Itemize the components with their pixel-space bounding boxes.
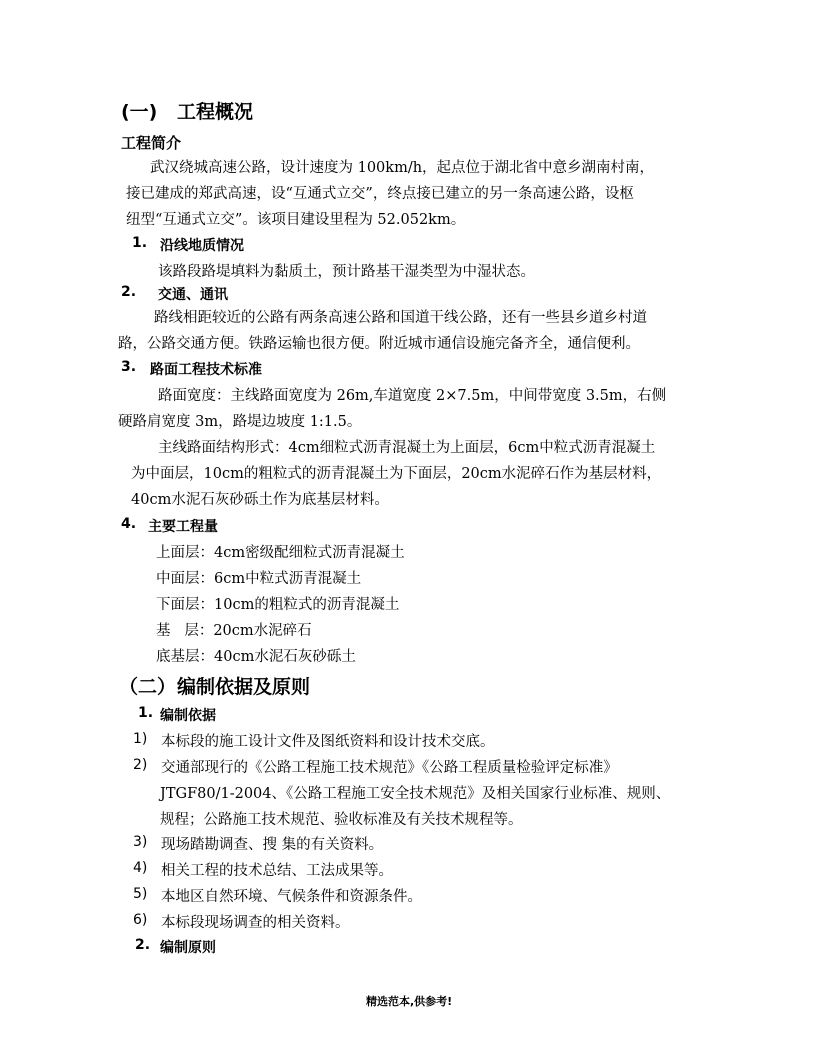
item1-number: 1. [132, 235, 148, 251]
basis-item-6-text: 本标段现场调查的相关资料。 [161, 915, 350, 931]
item1-heading: 沿线地质情况 [160, 238, 244, 254]
basis-item-4-text: 相关工程的技术总结、工法成果等。 [161, 863, 393, 879]
item4-line-1: 上面层：4cm密级配细粒式沥青混凝土 [156, 545, 405, 561]
item1-line-1: 该路段路堤填料为黏质土，预计路基干湿类型为中湿状态。 [158, 264, 535, 280]
basis-item-5-text: 本地区自然环境、气候条件和资源条件。 [161, 889, 422, 905]
item2-line-1: 路线相距较近的公路有两条高速公路和国道干线公路，还有一些县乡道乡村道 [154, 310, 647, 326]
basis-item-1-number: 1) [133, 731, 148, 747]
basis-item-6-number: 6) [133, 912, 148, 928]
section1-title: 工程概况 [177, 101, 254, 123]
basis-item-5-number: 5) [133, 886, 148, 902]
intro-heading: 工程简介 [121, 134, 182, 152]
sub1-number: 1. [138, 705, 154, 721]
item4-line-4: 基 层：20cm水泥碎石 [156, 623, 312, 639]
intro-line-1: 武汉绕城高速公路，设计速度为 100km/h，起点位于湖北省中意乡湖南村南， [150, 160, 655, 176]
basis-item-2-line-3: 规程；公路施工技术规范、验收标准及有关技术规程等。 [160, 812, 523, 828]
sub2-heading: 编制原则 [160, 940, 216, 956]
basis-item-3-number: 3) [133, 834, 148, 850]
item2-heading: 交通、通讯 [158, 287, 228, 303]
basis-item-3-text: 现场踏勘调查、搜 集的有关资料。 [161, 837, 384, 853]
item2-line-2: 路，公路交通方便。铁路运输也很方便。附近城市通信设施完备齐全，通信便利。 [118, 336, 640, 352]
item3-line-1: 路面宽度：主线路面宽度为 26m,车道宽度 2×7.5m，中间带宽度 3.5m，右侧 [158, 388, 667, 404]
item3-number: 3. [121, 359, 137, 375]
section1-number: (一) [121, 101, 158, 123]
item4-number: 4. [121, 516, 137, 532]
item4-heading: 主要工程量 [148, 519, 218, 535]
basis-item-2-number: 2) [133, 757, 148, 773]
basis-item-2-line-2: JTGF80/1-2004、《公路工程施工安全技术规范》及相关国家行业标准、规则、 [160, 786, 671, 802]
basis-item-2-line-1: 交通部现行的《公路工程施工技术规范》《公路工程质量检验评定标准》 [161, 760, 618, 776]
item3-line-2: 硬路肩宽度 3m，路堤边坡度 1:1.5。 [118, 414, 362, 430]
item3-line-3: 主线路面结构形式：4cm细粒式沥青混凝土为上面层，6cm中粒式沥青混凝土 [158, 440, 656, 456]
item3-line-4: 为中面层，10cm的粗粒式的沥青混凝土为下面层，20cm水泥碎石作为基层材料， [131, 466, 662, 482]
basis-item-1-text: 本标段的施工设计文件及图纸资料和设计技术交底。 [161, 734, 495, 750]
basis-item-4-number: 4) [133, 860, 148, 876]
intro-line-3: 纽型“互通式立交”。该项目建设里程为 52.052km。 [126, 212, 466, 228]
item4-line-2: 中面层：6cm中粒式沥青混凝土 [156, 571, 362, 587]
section2-title: 编制依据及原则 [177, 676, 311, 698]
item3-heading: 路面工程技术标准 [150, 362, 262, 378]
item3-line-5: 40cm水泥石灰砂砾土作为底基层材料。 [131, 492, 389, 508]
item4-line-3: 下面层：10cm的粗粒式的沥青混凝土 [156, 597, 400, 613]
item4-line-5: 底基层：40cm水泥石灰砂砾土 [156, 649, 356, 665]
sub1-heading: 编制依据 [160, 708, 216, 724]
item2-number: 2. [121, 284, 137, 300]
intro-line-2: 接已建成的郑武高速，设“互通式立交”，终点接已建立的另一条高速公路，设枢 [126, 186, 634, 202]
page-footer: 精选范本,供参考! [366, 995, 453, 1008]
sub2-number: 2. [135, 937, 151, 953]
section2-number: （二） [119, 676, 177, 698]
